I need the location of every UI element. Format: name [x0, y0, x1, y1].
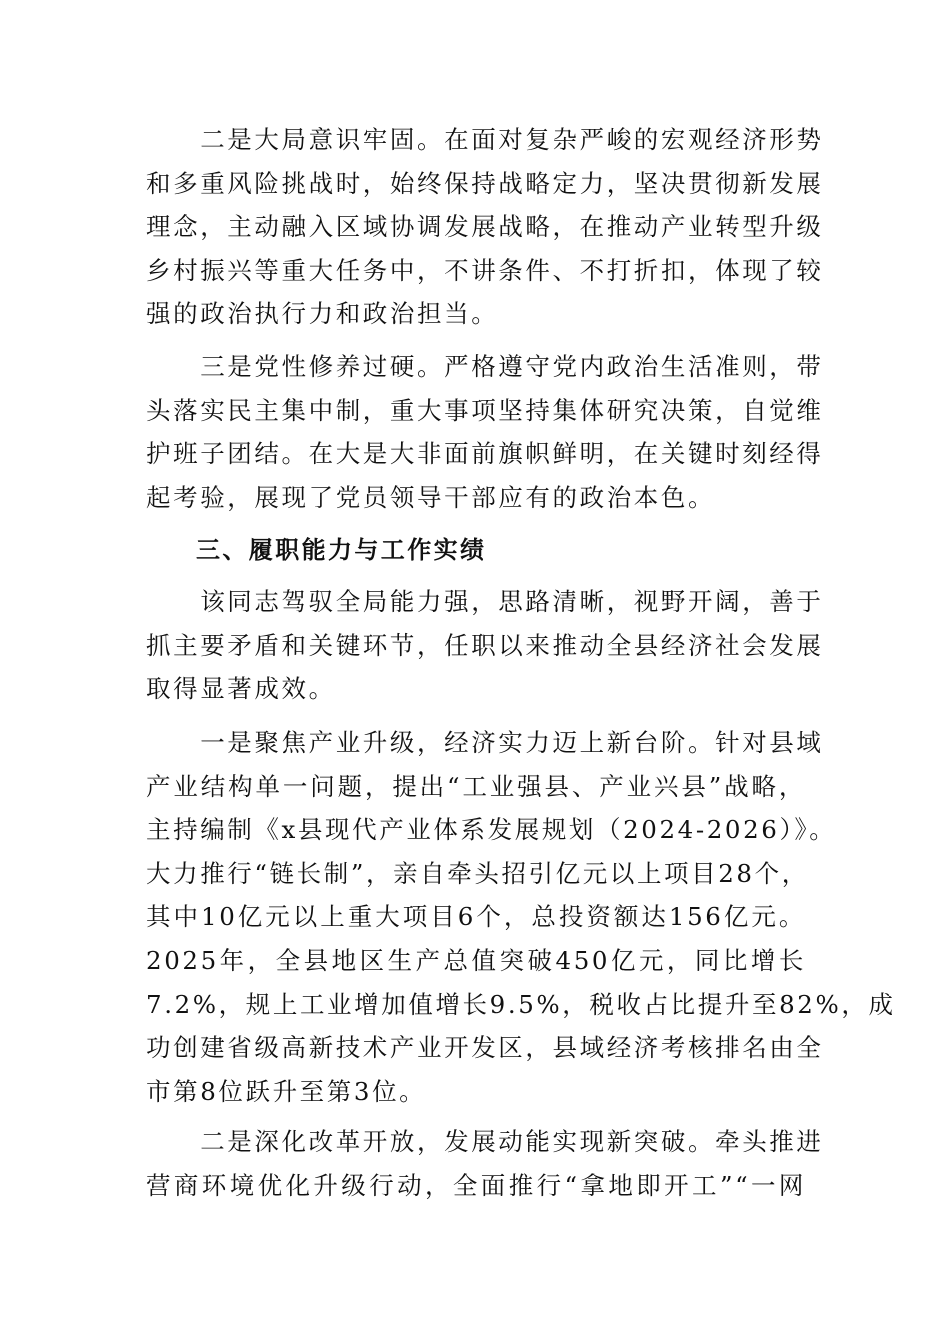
- text-line: 功创建省级高新技术产业开发区，县域经济考核排名由全: [146, 1033, 824, 1063]
- text-line: 强的政治执行力和政治担当。: [146, 299, 499, 329]
- paragraph-party-spirit: [146, 345, 824, 519]
- text-line: 二是深化改革开放，发展动能实现新突破。牵头推进: [146, 1127, 824, 1156]
- text-line: 产业结构单一问题，提出“工业强县、产业兴县”战略，: [146, 771, 806, 801]
- text-line: 一是聚焦产业升级，经济实力迈上新台阶。针对县域: [146, 728, 824, 757]
- text-line: 起考验，展现了党员领导干部应有的政治本色。: [146, 482, 716, 512]
- text-line: 市第8位跃升至第3位。: [146, 1076, 427, 1106]
- paragraph-reform-opening: [146, 1120, 824, 1207]
- paragraph-industry-upgrade: [146, 721, 896, 1113]
- text-line: 抓主要矛盾和关键环节，任职以来推动全县经济社会发展: [146, 630, 824, 660]
- paragraph-overall-awareness: [146, 118, 824, 336]
- text-line: 营商环境优化升级行动，全面推行“拿地即开工”“一网: [146, 1170, 806, 1200]
- text-line: 二是大局意识牢固。在面对复杂严峻的宏观经济形势: [146, 125, 824, 154]
- section-heading: 三、履职能力与工作实绩: [196, 536, 487, 564]
- text-line: 其中10亿元以上重大项目6个，总投资额达156亿元。: [146, 902, 806, 932]
- text-line: 三是党性修养过硬。严格遵守党内政治生活准则，带: [146, 352, 824, 381]
- text-line: 主持编制《x县现代产业体系发展规划（2024-2026）》。: [146, 815, 837, 845]
- text-line: 和多重风险挑战时，始终保持战略定力，坚决贯彻新发展: [146, 168, 824, 198]
- text-line: 该同志驾驭全局能力强，思路清晰，视野开阔，善于: [146, 587, 824, 616]
- text-line: 头落实民主集中制，重大事项坚持集体研究决策，自觉维: [146, 395, 824, 425]
- text-line: 7.2%，规上工业增加值增长9.5%，税收占比提升至82%，成: [146, 989, 896, 1019]
- text-line: 护班子团结。在大是大非面前旗帜鲜明，在关键时刻经得: [146, 439, 824, 469]
- text-line: 大力推行“链长制”，亲自牵头招引亿元以上项目28个，: [146, 858, 809, 888]
- text-line: 乡村振兴等重大任务中，不讲条件、不打折扣，体现了较: [146, 255, 824, 285]
- paragraph-leadership-ability: [146, 580, 824, 711]
- text-line: 2025年，全县地区生产总值突破450亿元，同比增长: [146, 945, 806, 975]
- text-line: 理念，主动融入区域协调发展战略，在推动产业转型升级: [146, 212, 824, 242]
- text-line: 取得显著成效。: [146, 674, 336, 704]
